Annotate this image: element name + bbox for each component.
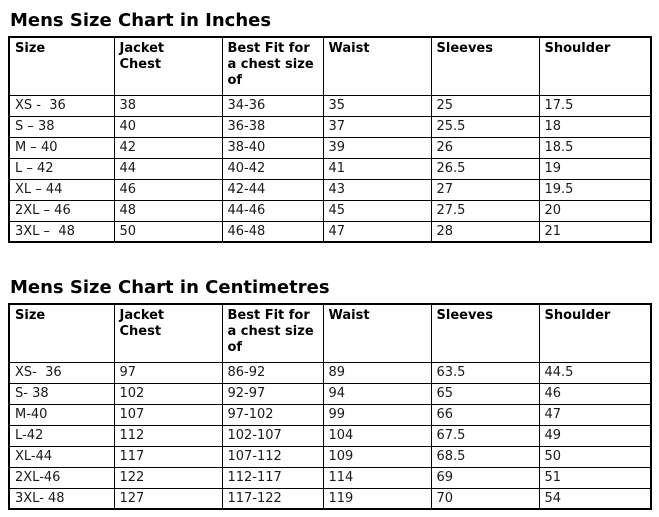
value-cell: 102 [114, 383, 222, 404]
table-row [9, 95, 651, 116]
inches-table-body [9, 95, 651, 242]
value-cell: 20 [539, 200, 651, 221]
column-header-shoulder [539, 304, 651, 362]
value-cell: 117 [114, 446, 222, 467]
column-header-shoulder-label: Shoulder [544, 308, 611, 323]
value-cell: 19 [539, 158, 651, 179]
value-cell: 97-102 [222, 404, 323, 425]
value-cell: 27 [431, 179, 539, 200]
value-cell: 34-36 [222, 95, 323, 116]
value-cell: 63.5 [431, 362, 539, 383]
value-cell: 28 [431, 221, 539, 242]
column-header-sleeves [431, 37, 539, 95]
value-cell: 86-92 [222, 362, 323, 383]
table-row [9, 425, 651, 446]
column-header-waist-label: Waist [328, 41, 370, 56]
table-row [9, 116, 651, 137]
centimetres-chart-title: Mens Size Chart in Centimetres [10, 277, 330, 298]
size-cell: 2XL – 46 [9, 200, 114, 221]
size-cell: 3XL- 48 [9, 488, 114, 509]
value-cell: 46 [114, 179, 222, 200]
value-cell: 27.5 [431, 200, 539, 221]
table-row [9, 383, 651, 404]
value-cell: 107 [114, 404, 222, 425]
value-cell: 117-122 [222, 488, 323, 509]
column-header-size-label: Size [15, 308, 46, 323]
inches-table-header [9, 37, 651, 95]
value-cell: 107-112 [222, 446, 323, 467]
centimetres-size-table [8, 303, 652, 510]
size-cell: M – 40 [9, 137, 114, 158]
value-cell: 43 [323, 179, 431, 200]
value-cell: 104 [323, 425, 431, 446]
table-row [9, 467, 651, 488]
table-row [9, 221, 651, 242]
centimetres-table-body [9, 362, 651, 509]
value-cell: 41 [323, 158, 431, 179]
column-header-waist [323, 37, 431, 95]
size-cell: XS- 36 [9, 362, 114, 383]
value-cell: 109 [323, 446, 431, 467]
value-cell: 68.5 [431, 446, 539, 467]
value-cell: 94 [323, 383, 431, 404]
size-cell: S – 38 [9, 116, 114, 137]
inches-size-table [8, 36, 652, 243]
value-cell: 112 [114, 425, 222, 446]
column-header-best-fit-label: Best Fit for a chest size of [227, 41, 314, 88]
table-row [9, 404, 651, 425]
table-row [9, 137, 651, 158]
column-header-size-label: Size [15, 41, 46, 56]
value-cell: 46 [539, 383, 651, 404]
size-cell: L – 42 [9, 158, 114, 179]
size-cell: 2XL-46 [9, 467, 114, 488]
value-cell: 26.5 [431, 158, 539, 179]
centimetres-table-header [9, 304, 651, 362]
value-cell: 99 [323, 404, 431, 425]
value-cell: 36-38 [222, 116, 323, 137]
value-cell: 47 [323, 221, 431, 242]
value-cell: 18.5 [539, 137, 651, 158]
value-cell: 40-42 [222, 158, 323, 179]
value-cell: 47 [539, 404, 651, 425]
size-chart-centimetres-section [8, 277, 659, 510]
column-header-shoulder [539, 37, 651, 95]
value-cell: 40 [114, 116, 222, 137]
value-cell: 38-40 [222, 137, 323, 158]
column-header-waist [323, 304, 431, 362]
size-cell: XL-44 [9, 446, 114, 467]
value-cell: 17.5 [539, 95, 651, 116]
column-header-size [9, 37, 114, 95]
value-cell: 19.5 [539, 179, 651, 200]
value-cell: 114 [323, 467, 431, 488]
value-cell: 37 [323, 116, 431, 137]
value-cell: 26 [431, 137, 539, 158]
value-cell: 42-44 [222, 179, 323, 200]
value-cell: 89 [323, 362, 431, 383]
column-header-sleeves-label: Sleeves [436, 41, 493, 56]
value-cell: 102-107 [222, 425, 323, 446]
column-header-size [9, 304, 114, 362]
value-cell: 25 [431, 95, 539, 116]
size-cell: S- 38 [9, 383, 114, 404]
header-row [9, 304, 651, 362]
value-cell: 122 [114, 467, 222, 488]
value-cell: 92-97 [222, 383, 323, 404]
column-header-shoulder-label: Shoulder [544, 41, 611, 56]
value-cell: 45 [323, 200, 431, 221]
table-row [9, 446, 651, 467]
value-cell: 70 [431, 488, 539, 509]
value-cell: 21 [539, 221, 651, 242]
value-cell: 44.5 [539, 362, 651, 383]
size-cell: XS - 36 [9, 95, 114, 116]
value-cell: 67.5 [431, 425, 539, 446]
column-header-sleeves [431, 304, 539, 362]
value-cell: 69 [431, 467, 539, 488]
header-row [9, 37, 651, 95]
value-cell: 66 [431, 404, 539, 425]
column-header-jacket-chest [114, 304, 222, 362]
size-cell: 3XL – 48 [9, 221, 114, 242]
column-header-jacket-chest-label: Jacket Chest [119, 41, 165, 72]
value-cell: 112-117 [222, 467, 323, 488]
size-cell: XL – 44 [9, 179, 114, 200]
inches-chart-title: Mens Size Chart in Inches [10, 10, 272, 31]
value-cell: 50 [539, 446, 651, 467]
column-header-best-fit [222, 304, 323, 362]
value-cell: 49 [539, 425, 651, 446]
table-row [9, 158, 651, 179]
value-cell: 25.5 [431, 116, 539, 137]
value-cell: 35 [323, 95, 431, 116]
value-cell: 44 [114, 158, 222, 179]
value-cell: 127 [114, 488, 222, 509]
table-row [9, 488, 651, 509]
value-cell: 48 [114, 200, 222, 221]
value-cell: 51 [539, 467, 651, 488]
size-cell: L-42 [9, 425, 114, 446]
size-chart-inches-section [8, 10, 659, 243]
value-cell: 38 [114, 95, 222, 116]
value-cell: 44-46 [222, 200, 323, 221]
value-cell: 65 [431, 383, 539, 404]
column-header-jacket-chest-label: Jacket Chest [119, 308, 165, 339]
column-header-best-fit [222, 37, 323, 95]
column-header-best-fit-label: Best Fit for a chest size of [227, 308, 314, 355]
table-row [9, 200, 651, 221]
size-cell: M-40 [9, 404, 114, 425]
column-header-sleeves-label: Sleeves [436, 308, 493, 323]
table-row [9, 179, 651, 200]
value-cell: 42 [114, 137, 222, 158]
value-cell: 39 [323, 137, 431, 158]
value-cell: 46-48 [222, 221, 323, 242]
value-cell: 50 [114, 221, 222, 242]
value-cell: 119 [323, 488, 431, 509]
value-cell: 97 [114, 362, 222, 383]
table-row [9, 362, 651, 383]
value-cell: 54 [539, 488, 651, 509]
column-header-waist-label: Waist [328, 308, 370, 323]
value-cell: 18 [539, 116, 651, 137]
column-header-jacket-chest [114, 37, 222, 95]
